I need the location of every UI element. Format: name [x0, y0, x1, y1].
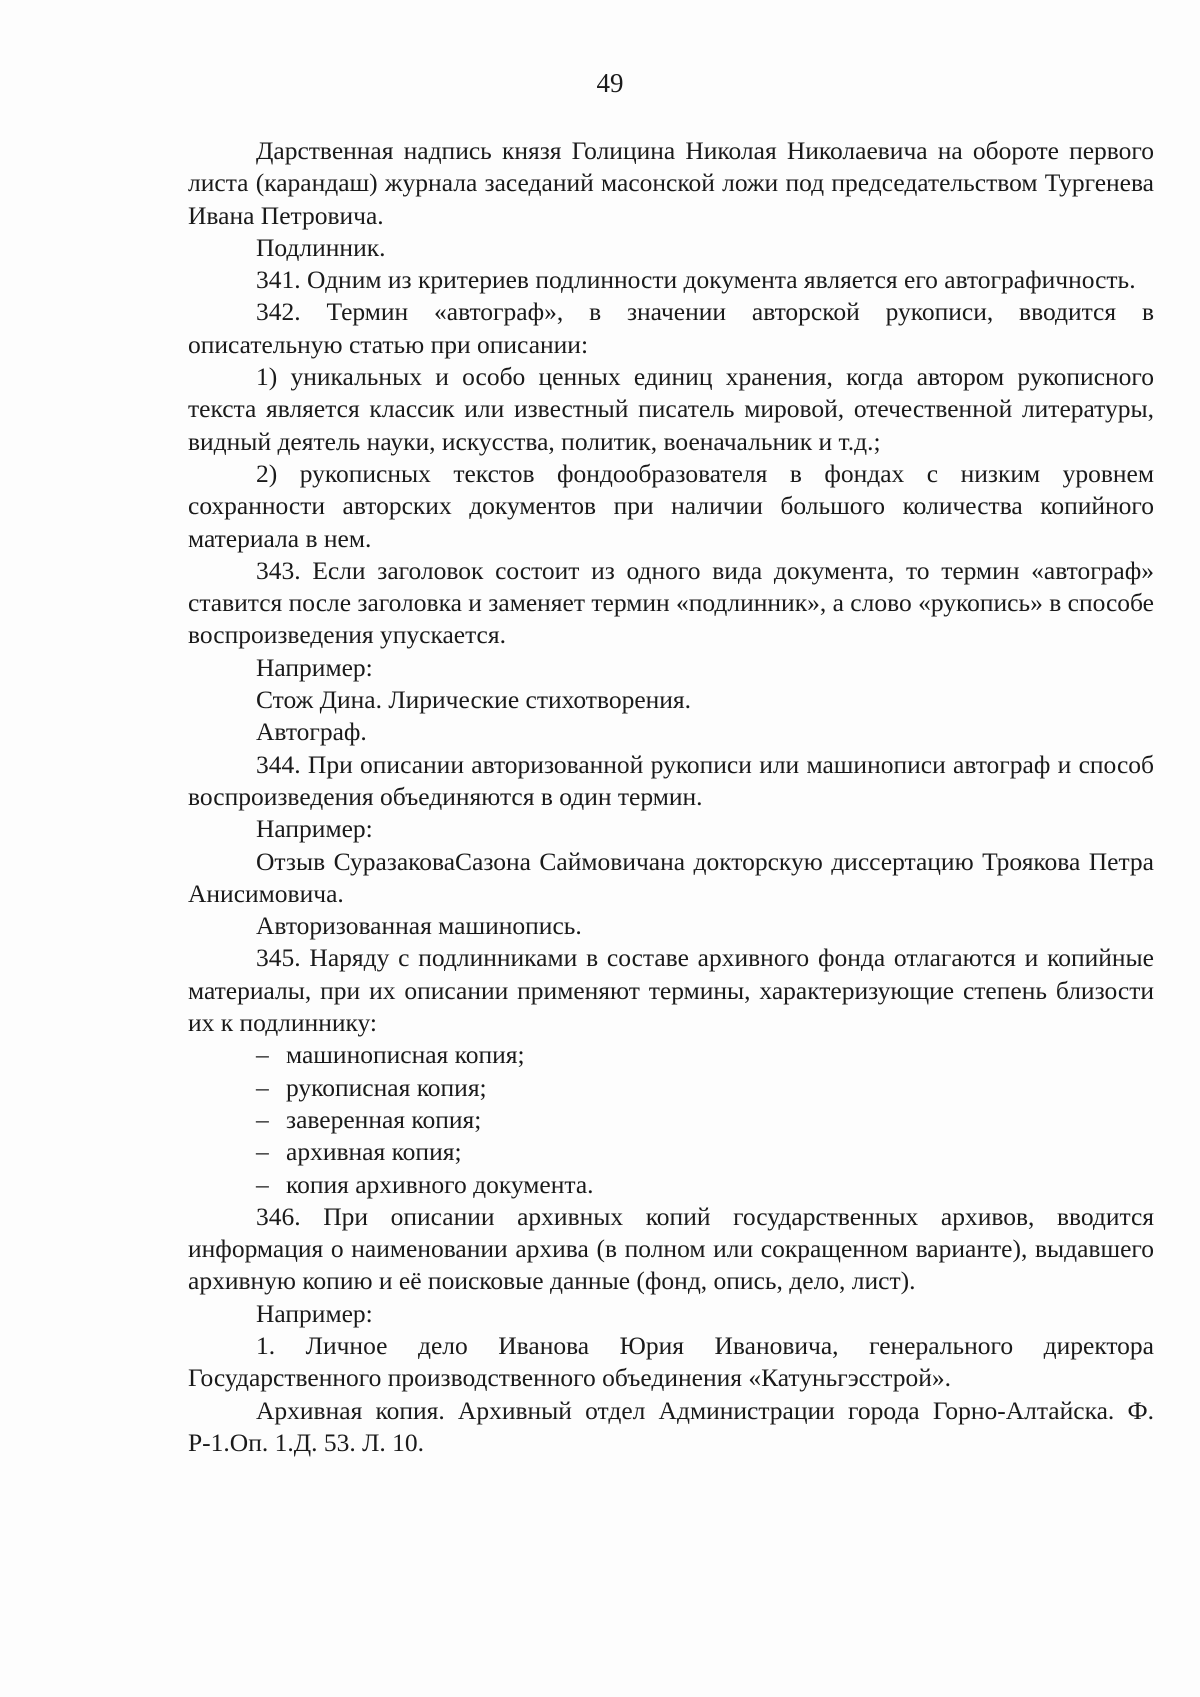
paragraph-inscription: Дарственная надпись князя Голицина Николая Николаевича на обороте первого листа (карандаш) журнала заседаний масонской ложи под председательством Тургенева Ивана Петровича. [188, 136, 1154, 230]
example-term: Авторизованная машинопись. [256, 911, 582, 941]
paragraph-346: 346. При описании архивных копий государственных архивов, вводится информация о наименовании архива (в полном или сокращенном варианте), выдавшего архивную копию и её поисковые данные (фонд, опись, дело, лист). [188, 1201, 1154, 1296]
example-label: Например: [256, 814, 373, 844]
list-item: – рукописная копия; [188, 1072, 1154, 1104]
paragraph-343: 343. Если заголовок состоит из одного вида документа, то термин «автограф» ставится после заголовка и заменяет термин «подлинник», а слово «рукопись» в способе воспроизведения упускается. [188, 555, 1154, 650]
paragraph-342: 342. Термин «автограф», в значении авторской рукописи, вводится в описательную статью при описании: [188, 297, 1154, 359]
list-marker: – [256, 1169, 269, 1199]
paragraph-341: 341. Одним из критериев подлинности документа является его автографичность. [256, 265, 1136, 295]
list-marker: – [256, 1104, 269, 1134]
list-item: – заверенная копия; [188, 1104, 1154, 1136]
example-archive-copy: Архивная копия. Архивный отдел Администрации города Горно-Алтайска. Ф. Р-1.Оп. 1.Д. 53. Л. 10. [188, 1395, 1154, 1457]
paragraph-342-item-1: 1) уникальных и особо ценных единиц хранения, когда автором рукописного текста является классик или известный писатель мировой, отечественной литературы, видный деятель науки, искусства, политик, военачальник и т.д.; [188, 362, 1154, 456]
list-marker: – [256, 1072, 269, 1102]
list-item: – машинописная копия; [188, 1039, 1154, 1071]
page-number: 49 [596, 68, 624, 98]
example-review: Отзыв СуразаковаСазона Саймовичана докторскую диссертацию Троякова Петра Анисимовича. [188, 846, 1154, 908]
paragraph-344: 344. При описании авторизованной рукописи или машинописи автограф и способ воспроизведения объединяются в один термин. [188, 749, 1154, 811]
paragraph-342-item-2: 2) рукописных текстов фондообразователя в фондах с низким уровнем сохранности авторских документов при наличии большого количества копийного материала в нем. [188, 458, 1154, 553]
paragraph-345: 345. Наряду с подлинниками в составе архивного фонда отлагаются и копийные материалы, при их описании применяют термины, характеризующие степень близости их к подлиннику: [188, 943, 1154, 1038]
example-label: Например: [256, 1298, 373, 1328]
example-title: Стож Дина. Лирические стихотворения. [256, 685, 692, 715]
example-label: Например: [256, 652, 373, 682]
list-marker: – [256, 1040, 269, 1070]
paragraph-original: Подлинник. [256, 232, 386, 262]
list-item: – копия архивного документа. [188, 1169, 1154, 1201]
document-body [188, 135, 1154, 1459]
example-term: Автограф. [256, 717, 367, 747]
list-marker: – [256, 1137, 269, 1167]
copy-types-list [188, 1039, 1154, 1200]
example-personal-file: 1. Личное дело Иванова Юрия Ивановича, генерального директора Государственного производственного объединения «Катуньгэсстрой». [188, 1330, 1154, 1393]
list-item: – архивная копия; [188, 1136, 1154, 1168]
